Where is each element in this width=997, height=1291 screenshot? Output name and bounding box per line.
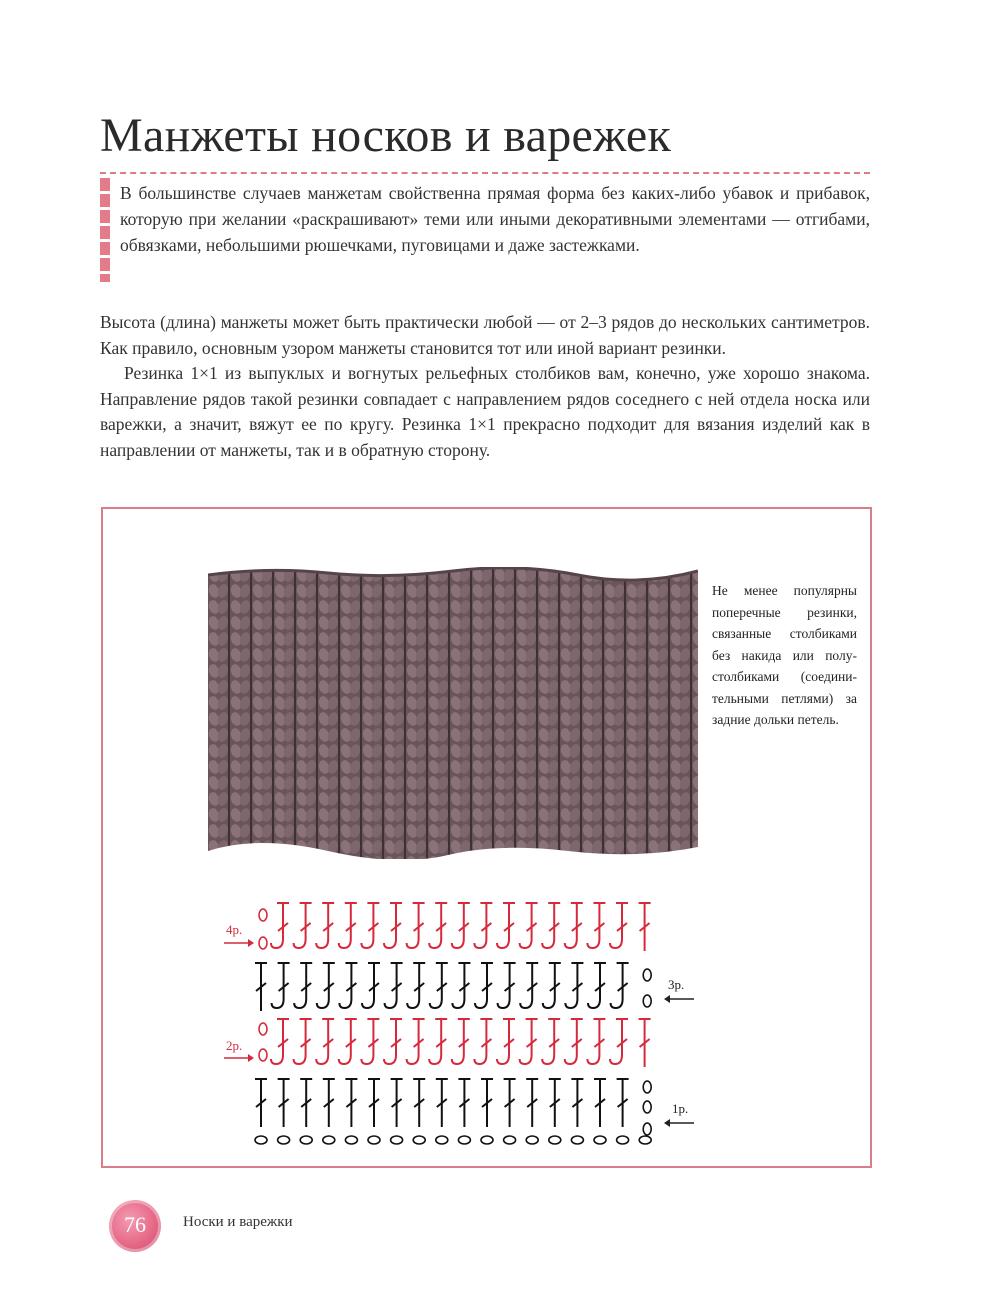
row3-stitch [565,963,583,1008]
foundation-chain [639,1136,651,1144]
row4-turn-chain-bottom [259,937,267,949]
foundation-chain [278,1136,290,1144]
row3-stitch [255,963,267,1011]
row1-stitch [526,1079,538,1127]
row4-stitch [452,903,470,948]
foundation-chain [368,1136,380,1144]
row2-stitch [361,1019,379,1064]
body-text [100,310,870,463]
row-label-4: 4р. [226,922,243,937]
knitted-ribbing-photo [208,567,698,859]
row1-stitch [278,1079,290,1127]
foundation-chain [323,1136,335,1144]
row3-stitch [611,963,629,1008]
row3-stitch [588,963,606,1008]
row2-stitch [520,1019,538,1064]
row4-stitch [474,903,492,948]
row2-stitch [316,1019,334,1064]
row4-stitch [639,903,651,951]
row2-stitch [407,1019,425,1064]
row1-stitch [391,1079,403,1127]
row3-stitch [272,963,290,1008]
foundation-chain [413,1136,425,1144]
row4-stitch [497,903,515,948]
foundation-chain [300,1136,312,1144]
row3-stitch [475,963,493,1008]
foundation-chain [481,1136,493,1144]
row2-stitch [497,1019,515,1064]
row3-stitch [385,963,403,1008]
row1-stitch [300,1079,312,1127]
footer-section-title: Носки и варежки [183,1214,293,1230]
row-label-1: 1р. [672,1101,689,1116]
page-number: 76 [124,1212,146,1237]
row3-stitch [543,963,561,1008]
row4-stitch [407,903,425,948]
row1-stitch [549,1079,561,1127]
foundation-chain [391,1136,403,1144]
row2-stitch [587,1019,605,1064]
photo-caption: Не менее популярны поперечные резинки, связанные столбиками без накида или полустолбиками (соединительными петлями) за задние дольки петель. [712,583,857,727]
row-label-3: 3р. [668,977,685,992]
row1-stitch [617,1079,629,1127]
lead-paragraph: В большинстве случаев манжетам свойственна прямая форма без каких-либо убавок и прибавок, которую при желании «раскрашивают» теми или иными декоративными элементами — отгибами, обвязками, небольшими рюшечками, пуговицами и даже застежками. [120,183,870,255]
foundation-chain [526,1136,538,1144]
row3-stitch [430,963,448,1008]
foundation-chain [504,1136,516,1144]
row1-stitch [345,1079,357,1127]
row1-stitch [458,1079,470,1127]
row3-stitch [294,963,312,1008]
foundation-chain [458,1136,470,1144]
row3-stitch [498,963,516,1008]
row4-stitch [587,903,605,948]
foundation-chain [571,1136,583,1144]
page-number-badge [109,1200,161,1252]
foundation-chain [594,1136,606,1144]
row-1-arrow [664,1118,694,1128]
row1-stitch [413,1079,425,1127]
row1-stitch [436,1079,448,1127]
row3-stitch [407,963,425,1008]
row3-stitch [339,963,357,1008]
foundation-chain [345,1136,357,1144]
row2-stitch [639,1019,651,1067]
row2-stitch [565,1019,583,1064]
row3-turn-chain-top [643,969,651,981]
lead-accent-bar [100,178,110,282]
page-title: Манжеты носков и варежек [100,109,672,162]
crochet-chart [215,895,660,1150]
row3-stitch [317,963,335,1008]
row2-turn-chain-top [259,1023,267,1035]
row2-stitch [542,1019,560,1064]
row1-stitch [504,1079,516,1127]
row2-stitch [474,1019,492,1064]
foundation-chain [549,1136,561,1144]
row2-stitch [610,1019,628,1064]
row4-stitch [542,903,560,948]
row1-stitch [368,1079,380,1127]
row4-stitch [520,903,538,948]
row4-stitch [339,903,357,948]
foundation-chain [255,1136,267,1144]
row4-stitch [316,903,334,948]
row1-turn-chain-3 [643,1123,651,1135]
row4-stitch [294,903,312,948]
foundation-chain [436,1136,448,1144]
row4-stitch [565,903,583,948]
row1-stitch [323,1079,335,1127]
row3-stitch [362,963,380,1008]
row2-turn-chain-bottom [259,1049,267,1061]
row4-stitch [384,903,402,948]
row2-stitch [384,1019,402,1064]
row4-turn-chain-top [259,909,267,921]
row4-stitch [361,903,379,948]
foundation-chain [617,1136,629,1144]
row2-stitch [429,1019,447,1064]
row1-stitch [481,1079,493,1127]
row-3-arrow [664,994,694,1004]
row2-stitch [271,1019,289,1064]
row2-stitch [339,1019,357,1064]
row-label-2: 2р. [226,1038,243,1053]
row4-stitch [610,903,628,948]
row3-stitch [520,963,538,1008]
row4-stitch [429,903,447,948]
title-divider [100,172,870,174]
row1-turn-chain-1 [643,1081,651,1093]
row1-turn-chain-2 [643,1101,651,1113]
body-paragraph-2: Резинка 1×1 из выпуклых и вогнутых рельефных столбиков вам, конечно, уже хорошо знакома. Направление рядов такой резинки совпадает с направлением рядов соседнего с ней отдела носка или варежки, а значит, вяжут ее по кругу. Резинка 1×1 прекрасно подходит для вязания изделий как в направлении от манжеты, так и в обратную сторону. [100,363,870,460]
row1-stitch [571,1079,583,1127]
row3-turn-chain-bottom [643,995,651,1007]
row2-stitch [294,1019,312,1064]
row1-stitch [255,1079,267,1127]
row3-stitch [452,963,470,1008]
row1-stitch [594,1079,606,1127]
body-paragraph-1: Высота (длина) манжеты может быть практически любой — от 2–3 рядов до нескольких сантиметров. Как правило, основным узором манжеты становится тот или иной вариант резинки. [100,312,870,358]
row2-stitch [452,1019,470,1064]
row4-stitch [271,903,289,948]
